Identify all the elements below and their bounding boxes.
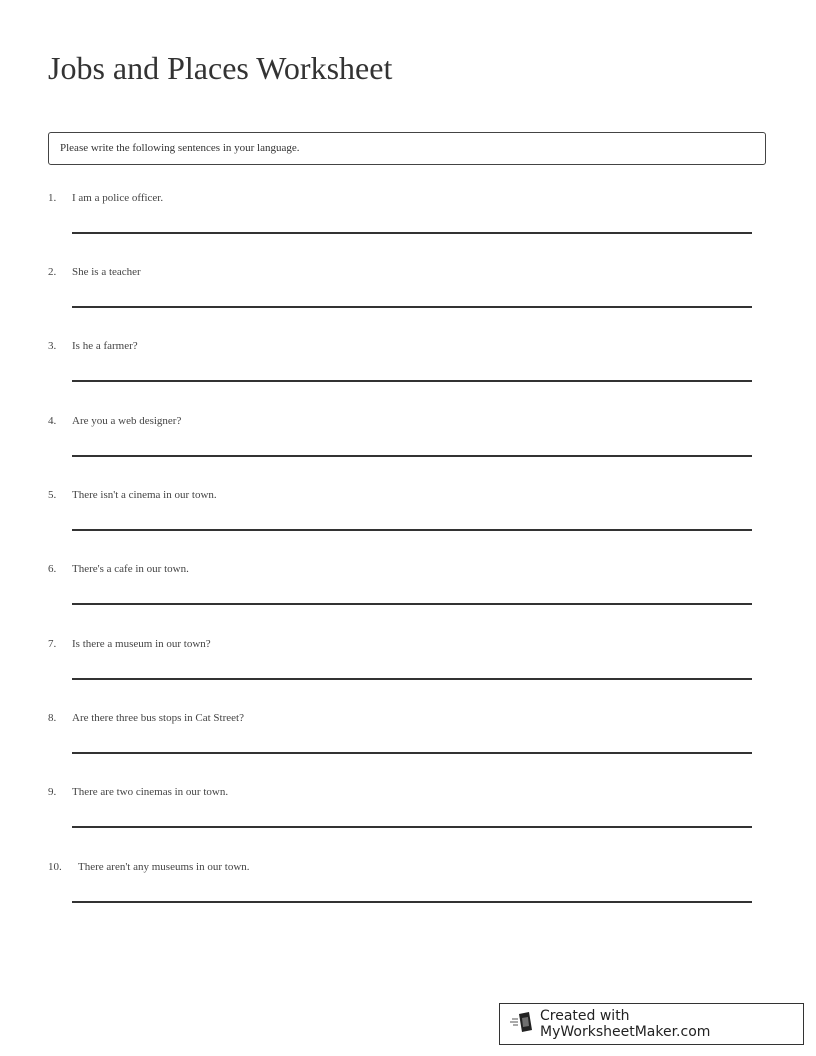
question-text: She is a teacher xyxy=(72,266,141,278)
question-number: 1. xyxy=(48,192,57,204)
question-number: 9. xyxy=(48,786,57,798)
question-number: 8. xyxy=(48,712,57,724)
footer-badge[interactable] xyxy=(499,1003,804,1045)
question-text: There are two cinemas in our town. xyxy=(72,786,229,798)
question-text: Are you a web designer? xyxy=(72,415,182,427)
question-number: 10. xyxy=(48,861,62,873)
footer-text: Created with MyWorksheetMaker.com xyxy=(540,1008,711,1040)
instructions-box: Please write the following sentences in your language. xyxy=(48,132,766,165)
answer-line[interactable] xyxy=(72,826,752,828)
question-number: 3. xyxy=(48,340,57,352)
question-text: I am a police officer. xyxy=(72,192,164,204)
page-title: Jobs and Places Worksheet xyxy=(48,50,393,86)
answer-line[interactable] xyxy=(72,455,752,457)
answer-line[interactable] xyxy=(72,529,752,531)
answer-line[interactable] xyxy=(72,380,752,382)
answer-line[interactable] xyxy=(72,678,752,680)
question-number: 7. xyxy=(48,638,57,650)
answer-line[interactable] xyxy=(72,901,752,903)
answer-line[interactable] xyxy=(72,752,752,754)
question-text: Is he a farmer? xyxy=(72,340,138,352)
question-text: There isn't a cinema in our town. xyxy=(72,489,217,501)
question-text: There's a cafe in our town. xyxy=(72,563,189,575)
question-number: 6. xyxy=(48,563,57,575)
answer-line[interactable] xyxy=(72,306,752,308)
question-text: Is there a museum in our town? xyxy=(72,638,211,650)
worksheet-logo-icon xyxy=(510,1011,540,1037)
answer-line[interactable] xyxy=(72,603,752,605)
question-number: 2. xyxy=(48,266,57,278)
question-number: 4. xyxy=(48,415,57,427)
answer-line[interactable] xyxy=(72,232,752,234)
question-text: Are there three bus stops in Cat Street? xyxy=(72,712,244,724)
question-text: There aren't any museums in our town. xyxy=(78,861,250,873)
question-number: 5. xyxy=(48,489,57,501)
